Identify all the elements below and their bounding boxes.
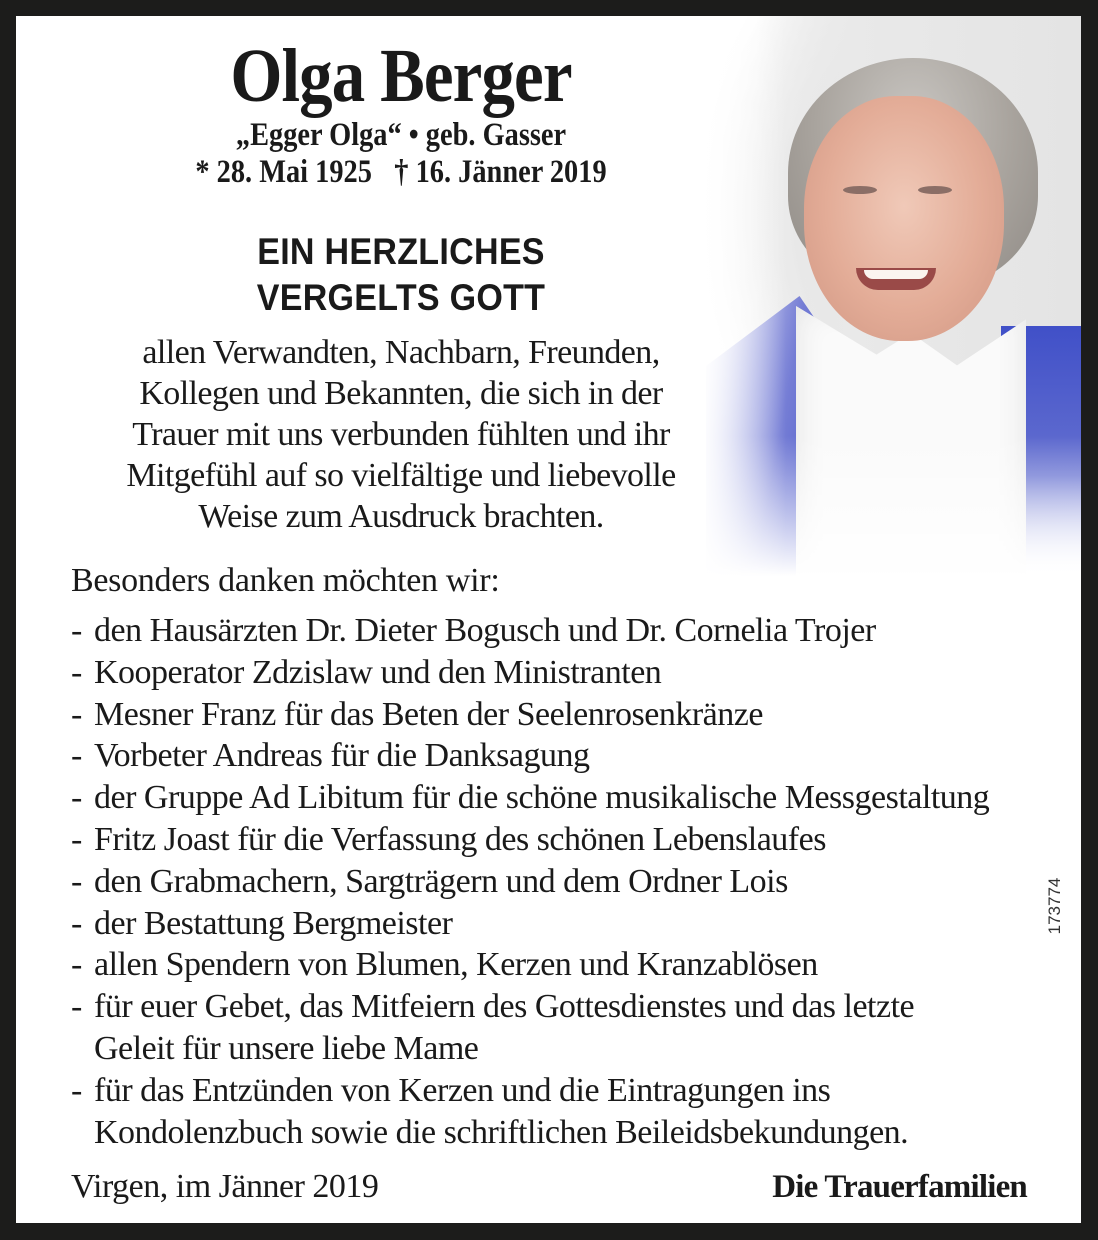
place-date: Virgen, im Jänner 2019 [71, 1168, 379, 1205]
list-item [71, 986, 1061, 1028]
list-item [71, 735, 1061, 777]
list-item [71, 694, 1061, 736]
list-item-text: der Bestattung Bergmeister [94, 904, 453, 942]
obituary-notice [16, 16, 1081, 1223]
birth-date: * 28. Mai 1925 [195, 154, 372, 190]
dash-bullet: - [71, 904, 82, 942]
list-item-text: den Hausärzten Dr. Dieter Bogusch und Dr. Cornelia Trojer [94, 612, 876, 649]
dash-bullet: - [71, 820, 82, 858]
list-item-text: Kooperator Zdzislaw und den Ministranten [94, 653, 662, 691]
dash-bullet: - [71, 1071, 82, 1109]
headline [47, 229, 755, 321]
list-item-text: Vorbeter Andreas für die Danksagung [94, 737, 590, 775]
list-item [71, 777, 1061, 819]
list-item [71, 652, 1061, 694]
death-date: † 16. Jänner 2019 [394, 154, 607, 190]
list-item [71, 610, 1061, 652]
intro-line: Mitgefühl auf so vielfältige und liebevolle [126, 457, 676, 494]
dash-bullet: - [71, 653, 82, 691]
dash-bullet: - [71, 779, 82, 817]
dash-bullet: - [71, 946, 82, 984]
deceased-name: Olga Berger [230, 34, 572, 118]
dash-bullet: - [71, 695, 82, 733]
list-item-text: allen Spendern von Blumen, Kerzen und Kranzablösen [94, 946, 818, 984]
list-item-text: den Grabmachern, Sargträgern und dem Ordner Lois [94, 862, 788, 900]
ad-code-text: 173774 [1045, 877, 1064, 935]
list-item-text: Mesner Franz für das Beten der Seelenrosenkränze [94, 695, 763, 733]
list-item-text: für euer Gebet, das Mitfeiern des Gottesdienstes und das letzte [94, 988, 915, 1026]
dash-bullet: - [71, 612, 82, 649]
headline-line: VERGELTS GOTT [256, 277, 546, 318]
dash-bullet: - [71, 737, 82, 775]
list-item [71, 861, 1061, 903]
list-item-continuation: Kondolenzbuch sowie die schriftlichen Beileidsbekundungen. [94, 1113, 909, 1151]
intro-line: Weise zum Ausdruck brachten. [198, 498, 604, 535]
list-item-text: Fritz Joast für die Verfassung des schönen Lebenslaufes [94, 820, 826, 858]
list-item-text: für das Entzünden von Kerzen und die Eintragungen ins [94, 1071, 831, 1109]
thanks-lead: Besonders danken möchten wir: [71, 562, 500, 599]
intro-line: Kollegen und Bekannten, die sich in der [139, 375, 663, 412]
thanks-list [71, 610, 1061, 1153]
nickname-line: „Egger Olga“ • geb. Gasser [235, 117, 567, 153]
life-dates [70, 154, 732, 190]
list-item-text: der Gruppe Ad Libitum für die schöne musikalische Messgestaltung [94, 779, 990, 817]
headline-line: EIN HERZLICHES [257, 231, 545, 272]
dash-bullet: - [71, 988, 82, 1026]
dash-bullet: - [71, 862, 82, 900]
intro-line: Trauer mit uns verbunden fühlten und ihr [132, 416, 670, 453]
ad-code [1035, 851, 1075, 961]
list-item-continuation: Geleit für unsere liebe Mame [94, 1029, 479, 1067]
intro-paragraph [76, 332, 726, 537]
list-item [71, 819, 1061, 861]
list-item [71, 944, 1061, 986]
signature: Die Trauerfamilien [772, 1169, 1027, 1205]
list-item [71, 1070, 1061, 1112]
list-item [71, 903, 1061, 945]
intro-line: allen Verwandten, Nachbarn, Freunden, [142, 334, 660, 371]
